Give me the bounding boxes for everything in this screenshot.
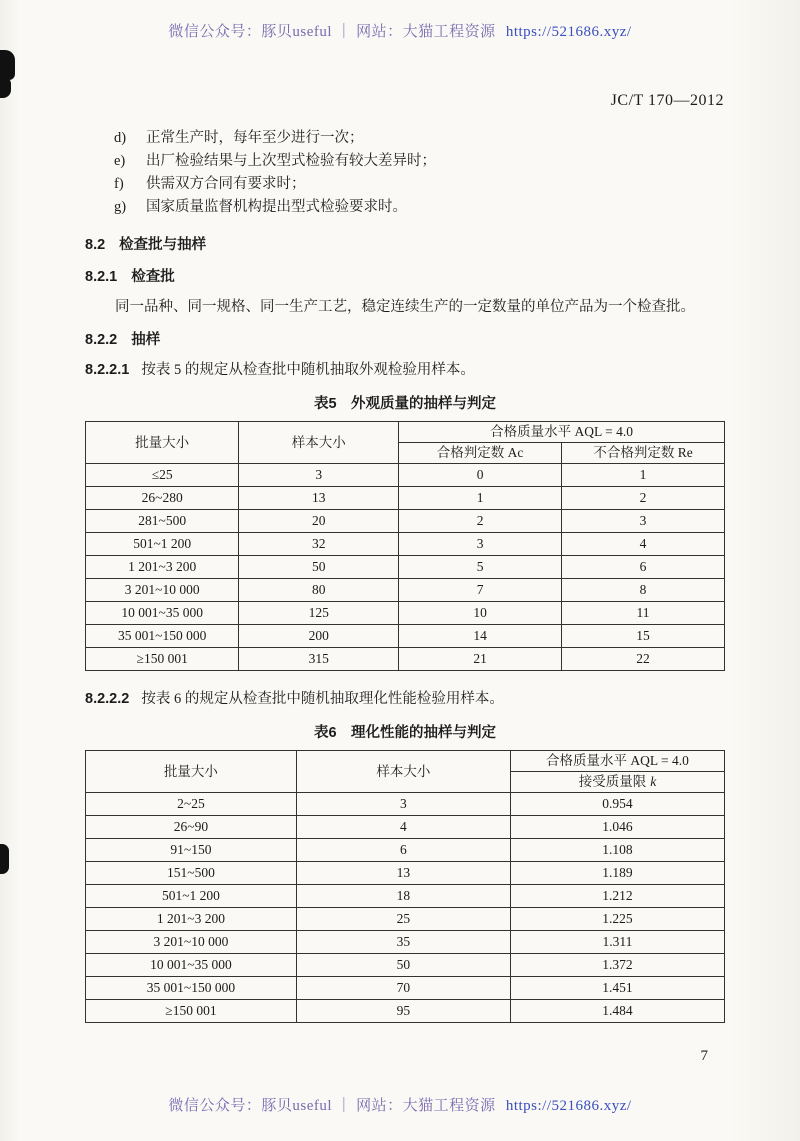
- page-number: 7: [700, 1048, 708, 1064]
- table-cell: 5: [399, 556, 562, 579]
- table-row: [86, 793, 725, 816]
- table-cell: 35 001~150 000: [86, 977, 297, 1000]
- table-cell: 13: [296, 862, 510, 885]
- table-cell: 91~150: [86, 839, 297, 862]
- table-row: [86, 885, 725, 908]
- table-cell: 125: [239, 602, 399, 625]
- table6-header-row-1: [86, 751, 725, 772]
- header-watermark: [0, 20, 800, 41]
- watermark-url: https://521686.xyz/: [505, 1098, 632, 1114]
- table5-header-sample-size: 样本大小: [239, 422, 399, 464]
- table-cell: 80: [239, 579, 399, 602]
- table-cell: ≤25: [86, 464, 239, 487]
- table6-header-aql: 合格质量水平 AQL = 4.0: [510, 751, 724, 772]
- table-row: [86, 579, 725, 602]
- table5: [85, 421, 725, 671]
- heading-number: 8.2: [85, 237, 106, 253]
- watermark-url: https://521686.xyz/: [505, 24, 632, 40]
- table-cell: 20: [239, 510, 399, 533]
- table5-caption: 表5 外观质量的抽样与判定: [313, 396, 497, 412]
- table5-header-ac: 合格判定数 Ac: [399, 443, 562, 464]
- table-cell: 10 001~35 000: [86, 602, 239, 625]
- table-cell: ≥150 001: [86, 1000, 297, 1023]
- table6-header-batch-size: 批量大小: [86, 751, 297, 793]
- list-marker: e): [114, 153, 126, 169]
- heading-title: 检查批与抽样: [119, 237, 207, 253]
- clause-text: 按表 6 的规定从检查批中随机抽取理化性能检验用样本。: [141, 691, 504, 707]
- table-cell: 1.451: [510, 977, 724, 1000]
- table-cell: 1.484: [510, 1000, 724, 1023]
- table-cell: 10: [399, 602, 562, 625]
- paragraph-8-2-1: 同一品种、同一规格、同一生产工艺，稳定连续生产的一定数量的单位产品为一个检查批。: [115, 299, 695, 315]
- table-cell: 1: [562, 464, 725, 487]
- table-cell: 15: [562, 625, 725, 648]
- page-content: [85, 127, 725, 1023]
- table-cell: 1 201~3 200: [86, 908, 297, 931]
- scan-artifact: [0, 844, 9, 874]
- list-marker: d): [114, 130, 127, 146]
- table-cell: 10 001~35 000: [86, 954, 297, 977]
- table-cell: 501~1 200: [86, 533, 239, 556]
- table-cell: 32: [239, 533, 399, 556]
- scan-artifact: [0, 76, 11, 98]
- table-cell: 1.225: [510, 908, 724, 931]
- table-cell: 1.189: [510, 862, 724, 885]
- table-cell: 21: [399, 648, 562, 671]
- list-marker: g): [114, 199, 127, 215]
- table-cell: 7: [399, 579, 562, 602]
- table-cell: 3: [399, 533, 562, 556]
- list-text: 正常生产时，每年至少进行一次；: [146, 130, 364, 146]
- table-row: [86, 862, 725, 885]
- k-label: 接受质量限: [578, 774, 647, 789]
- table-cell: 11: [562, 602, 725, 625]
- clause-8-2-2-2: [85, 689, 725, 710]
- table-cell: 4: [296, 816, 510, 839]
- table-row: [86, 1000, 725, 1023]
- table-cell: 1.311: [510, 931, 724, 954]
- table5-header-batch-size: 批量大小: [86, 422, 239, 464]
- table-row: [86, 816, 725, 839]
- list-marker: f): [114, 176, 124, 192]
- table-cell: 2: [399, 510, 562, 533]
- table-row: [86, 510, 725, 533]
- table-cell: 22: [562, 648, 725, 671]
- table-cell: 35 001~150 000: [86, 625, 239, 648]
- table-cell: 200: [239, 625, 399, 648]
- table-cell: 1 201~3 200: [86, 556, 239, 579]
- clause-number: 8.2.2.2: [85, 691, 130, 707]
- table-row: [86, 487, 725, 510]
- table-cell: 26~90: [86, 816, 297, 839]
- table-cell: 35: [296, 931, 510, 954]
- list-item: [85, 127, 725, 150]
- clause-8-2-2-1: [85, 360, 725, 381]
- table-cell: 4: [562, 533, 725, 556]
- clause-list: [85, 127, 725, 219]
- table-cell: ≥150 001: [86, 648, 239, 671]
- table-row: [86, 648, 725, 671]
- table6-header-k: [510, 772, 724, 793]
- table-cell: 13: [239, 487, 399, 510]
- table-row: [86, 625, 725, 648]
- list-text: 出厂检验结果与上次型式检验有较大差异时；: [146, 153, 436, 169]
- table-cell: 151~500: [86, 862, 297, 885]
- table-cell: 6: [296, 839, 510, 862]
- table5-header-re: 不合格判定数 Re: [562, 443, 725, 464]
- table5-header-row-1: [86, 422, 725, 443]
- heading-title: 检查批: [131, 269, 175, 285]
- table-cell: 501~1 200: [86, 885, 297, 908]
- table6-caption: 表6 理化性能的抽样与判定: [313, 725, 497, 741]
- section-heading-8-2-1: [85, 267, 725, 287]
- table-cell: 3: [562, 510, 725, 533]
- list-item: [85, 173, 725, 196]
- table-cell: 1.372: [510, 954, 724, 977]
- table-row: [86, 556, 725, 579]
- heading-title: 抽样: [131, 332, 161, 348]
- table-cell: 2~25: [86, 793, 297, 816]
- table-cell: 14: [399, 625, 562, 648]
- doc-number: JC/T 170—2012: [610, 92, 724, 109]
- table-cell: 2: [562, 487, 725, 510]
- table-cell: 1.212: [510, 885, 724, 908]
- table-cell: 1: [399, 487, 562, 510]
- list-text: 供需双方合同有要求时；: [146, 176, 306, 192]
- table-row: [86, 464, 725, 487]
- table-row: [86, 931, 725, 954]
- table-cell: 1.046: [510, 816, 724, 839]
- table-cell: 315: [239, 648, 399, 671]
- table-cell: 25: [296, 908, 510, 931]
- table6-head: [86, 751, 725, 793]
- table-cell: 18: [296, 885, 510, 908]
- watermark-label: 微信公众号：豚贝useful ｜ 网站：大猫工程资源: [168, 24, 496, 40]
- table-cell: 26~280: [86, 487, 239, 510]
- heading-number: 8.2.1: [85, 269, 118, 285]
- table-row: [86, 954, 725, 977]
- table5-body: [86, 464, 725, 671]
- table6-body: [86, 793, 725, 1023]
- table-row: [86, 602, 725, 625]
- table-cell: 3: [296, 793, 510, 816]
- clause-number: 8.2.2.1: [85, 362, 130, 378]
- table6-header-sample-size: 样本大小: [296, 751, 510, 793]
- watermark-label: 微信公众号：豚贝useful ｜ 网站：大猫工程资源: [168, 1098, 496, 1114]
- table-cell: 50: [296, 954, 510, 977]
- heading-number: 8.2.2: [85, 332, 118, 348]
- table-row: [86, 533, 725, 556]
- footer-watermark: [0, 1094, 800, 1115]
- table6: [85, 750, 725, 1023]
- table-cell: 50: [239, 556, 399, 579]
- list-item: [85, 150, 725, 173]
- table-cell: 70: [296, 977, 510, 1000]
- table-row: [86, 839, 725, 862]
- table-row: [86, 977, 725, 1000]
- table-row: [86, 908, 725, 931]
- table5-header-aql: 合格质量水平 AQL = 4.0: [399, 422, 725, 443]
- table5-head: [86, 422, 725, 464]
- k-symbol: k: [650, 774, 657, 789]
- list-item: [85, 196, 725, 219]
- table-cell: 0: [399, 464, 562, 487]
- clause-text: 按表 5 的规定从检查批中随机抽取外观检验用样本。: [141, 362, 475, 378]
- list-text: 国家质量监督机构提出型式检验要求时。: [146, 199, 407, 215]
- table-cell: 6: [562, 556, 725, 579]
- section-heading-8-2: [85, 235, 725, 255]
- table-cell: 8: [562, 579, 725, 602]
- table-cell: 95: [296, 1000, 510, 1023]
- table-cell: 1.108: [510, 839, 724, 862]
- table-cell: 3 201~10 000: [86, 931, 297, 954]
- table-cell: 0.954: [510, 793, 724, 816]
- section-heading-8-2-2: [85, 330, 725, 350]
- table-cell: 3: [239, 464, 399, 487]
- table-cell: 3 201~10 000: [86, 579, 239, 602]
- table-cell: 281~500: [86, 510, 239, 533]
